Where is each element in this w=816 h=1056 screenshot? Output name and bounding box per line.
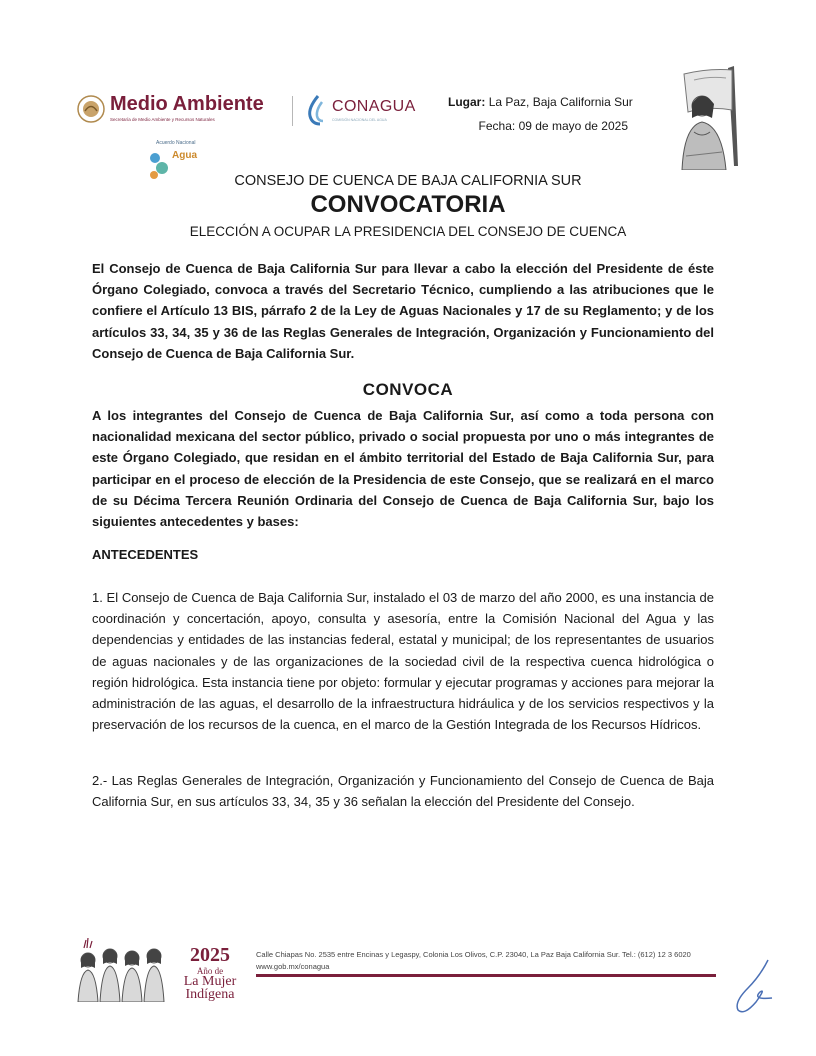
acuerdo-nacional-label: Acuerdo Nacional: [156, 140, 196, 146]
convocatoria-title: CONVOCATORIA: [310, 191, 506, 218]
fecha-line: [448, 119, 628, 133]
mexico-emblem-icon: [76, 94, 106, 124]
footer-address: Calle Chiapas No. 2535 entre Encinas y Legaspy, Colonia Los Olivos, C.P. 23040, La Paz Baja California Sur. Tel.: (612) 12 3 6020: [256, 950, 691, 959]
convoca-heading: CONVOCA: [362, 380, 454, 399]
footer-la-mujer: La Mujer: [183, 974, 237, 989]
conagua-subtitle: COMISIÓN NACIONAL DEL AGUA: [332, 118, 387, 122]
footer-rule: [256, 974, 716, 977]
conagua-logo: [304, 94, 434, 128]
indigenous-women-illustration-icon: [74, 938, 178, 1002]
water-drop-icon: [304, 94, 328, 126]
fecha-value: 09 de mayo de 2025: [518, 119, 628, 133]
lugar-label: Lugar:: [448, 95, 486, 109]
footer-year: 2025: [190, 944, 230, 966]
agua-label: Agua: [172, 150, 197, 161]
heroine-illustration-icon: [664, 66, 750, 170]
antecedentes-heading: ANTECEDENTES: [92, 547, 199, 562]
medio-ambiente-title: Medio Ambiente: [110, 93, 264, 115]
antecedente-2-paragraph: 2.- Las Reglas Generales de Integración, Organización y Funcionamiento del Consejo de Cuenca de Baja California Sur, en sus artículos 33, 34, 35 y 36 señalan la elección del Presidente del Consejo.: [92, 773, 714, 810]
logo-divider: [292, 96, 293, 126]
eleccion-subtitle: ELECCIÓN A OCUPAR LA PRESIDENCIA DEL CONSEJO DE CUENCA: [189, 224, 627, 239]
footer-indigena: Indígena: [185, 987, 235, 1002]
antecedente-1-paragraph: 1. El Consejo de Cuenca de Baja California Sur, instalado el 03 de marzo del año 2000, es una instancia de coordinación y concertación, apoyo, consulta y asesoría, entre la Comisión Nacional del Agua y las dependencias y entidades de las instancias federal, estatal y municipal; de los representantes de usuarios de aguas nacionales y de las organizaciones de la sociedad civil de la respectiva cuenca hidrológica o región hidrológica. Esta instancia tiene por objeto: formular y ejecutar programas y acciones para mejorar la administración de las aguas, el desarrollo de la infraestructura hidráulica y de los servicios respectivos y la preservación de los recursos de la cuenca, en el marco de la Gestión Integrada de los Recursos Hídricos.: [92, 590, 714, 733]
consejo-title: CONSEJO DE CUENCA DE BAJA CALIFORNIA SUR: [234, 173, 582, 189]
signature-icon: [730, 958, 780, 1016]
medio-ambiente-subtitle: Secretaría de Medio Ambiente y Recursos Naturales: [110, 117, 215, 122]
conagua-title: CONAGUA: [332, 98, 416, 115]
footer-ano-de: Año de: [196, 966, 224, 976]
lugar-line: [448, 95, 633, 109]
intro-paragraph: El Consejo de Cuenca de Baja California Sur para llevar a cabo la elección del Presidente de éste Órgano Colegiado, convoca a través del Secretario Técnico, cumpliendo a las atribuciones que le confiere el Artículo 13 BIS, párrafo 2 de la Ley de Aguas Nacionales y 17 de su Reglamento; y de los artículos 33, 34, 35 y 36 de las Reglas Generales de Integración, Organización y Funcionamiento del Consejo de Cuenca de Baja California Sur.: [92, 261, 714, 361]
medio-ambiente-logo: [76, 94, 286, 128]
fecha-label: Fecha:: [478, 119, 516, 133]
footer-url[interactable]: www.gob.mx/conagua: [256, 962, 330, 971]
convoca-paragraph: A los integrantes del Consejo de Cuenca de Baja California Sur, así como a toda persona con nacionalidad mexicana del sector público, privado o social propuesta por uno o más integrantes de este Órgano Colegiado, que residan en el ámbito territorial del Estado de Baja California Sur, para participar en el proceso de elección de la Presidencia de este Consejo, que se realizará en el marco de su Décima Tercera Reunión Ordinaria del Consejo de Cuenca de Baja California Sur, bajo los siguientes antecedentes y bases:: [92, 408, 714, 530]
lugar-value: La Paz, Baja California Sur: [488, 95, 633, 109]
